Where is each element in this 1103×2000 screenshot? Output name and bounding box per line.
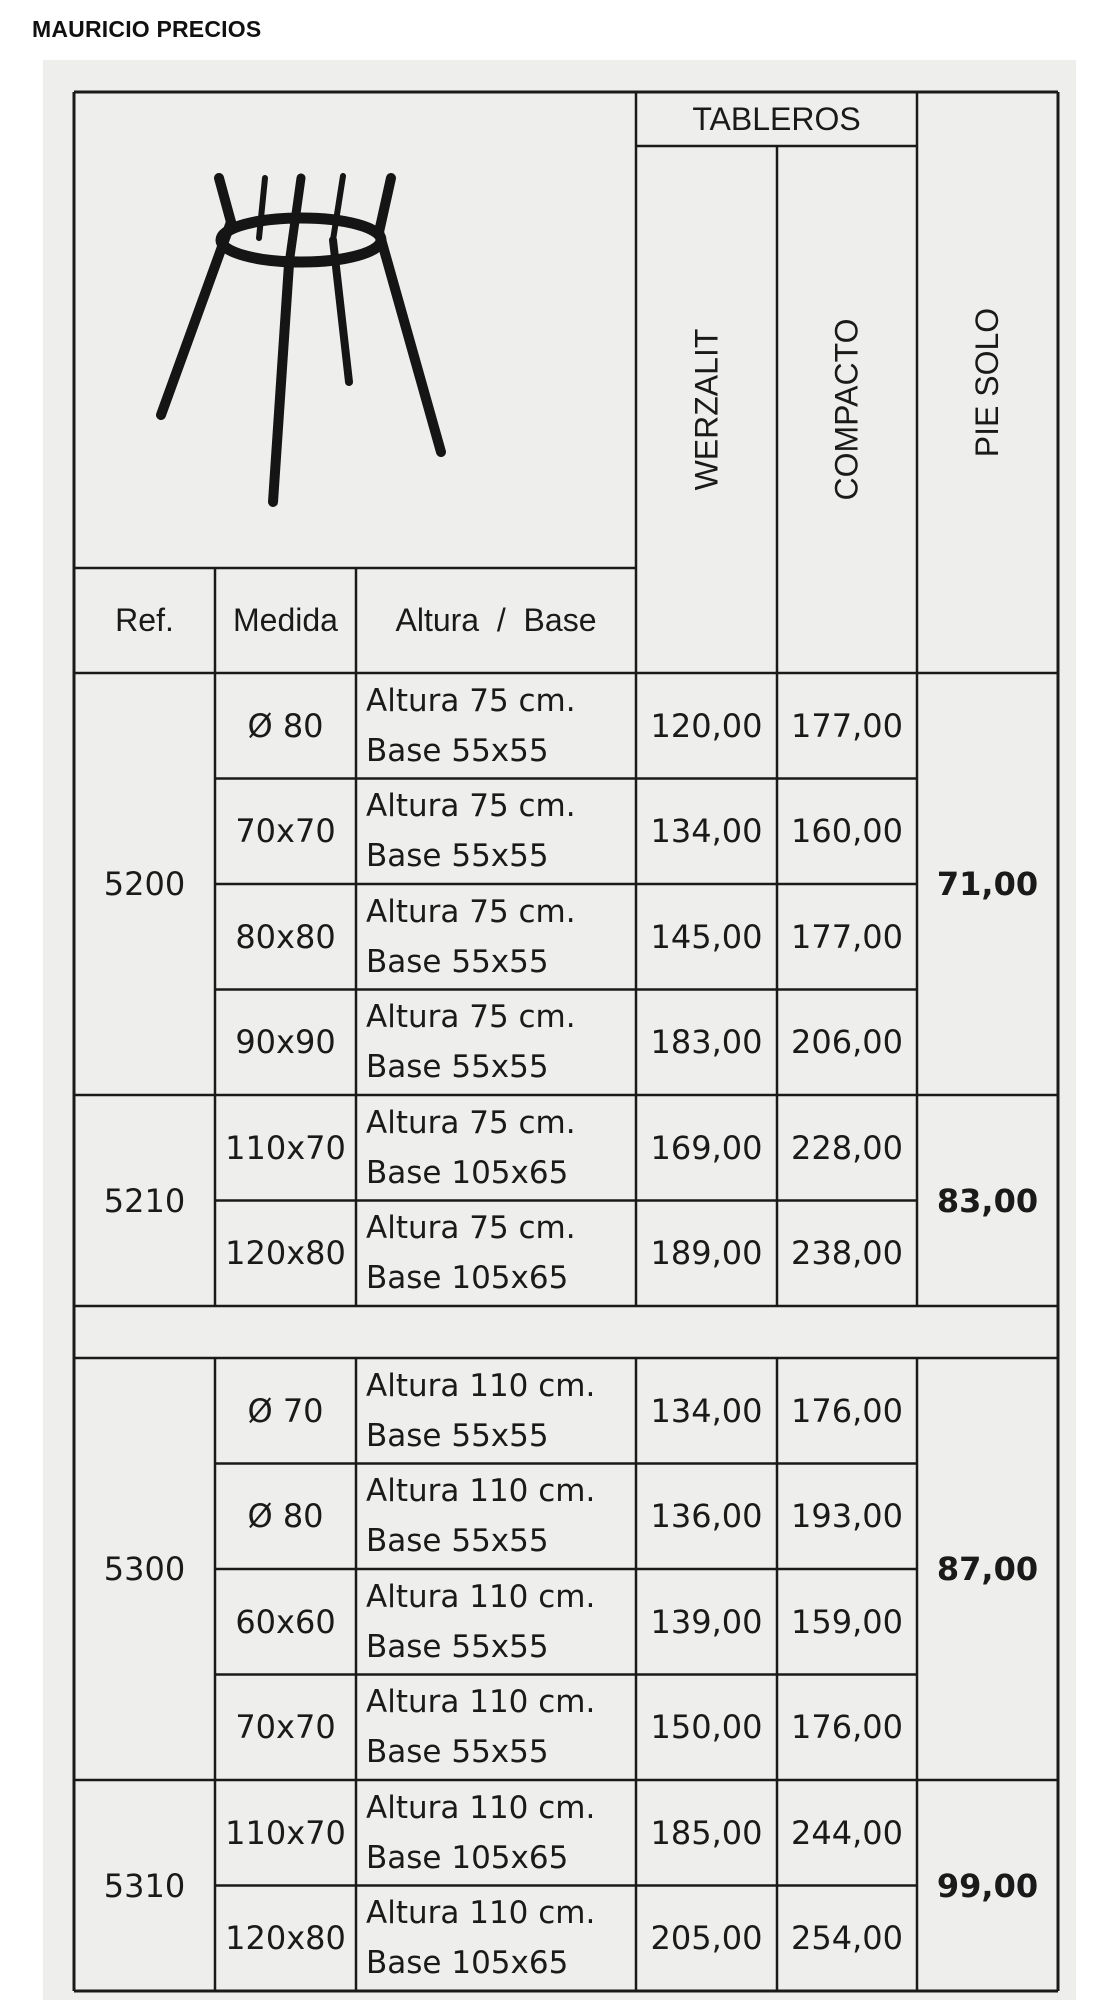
compacto-price: 238,00 [791,1234,903,1273]
pie-solo-price: 71,00 [936,865,1039,903]
medida-cell: 70x70 [235,812,336,851]
altura-base-cell [356,779,636,885]
base-text: Base 55x55 [366,1049,549,1086]
altura-text: Altura 75 cm. [366,999,576,1036]
medida-cell: 70x70 [235,1708,336,1747]
header-compacto-cell [777,146,917,673]
base-text: Base 55x55 [366,732,549,769]
altura-base-cell [356,884,636,990]
base-text: Base 105x65 [366,1260,569,1297]
compacto-price: 160,00 [791,812,903,851]
altura-text: Altura 110 cm. [366,1578,596,1615]
header-werzalit-cell [636,146,777,673]
page-title: MAURICIO PRECIOS [32,16,262,42]
altura-text: Altura 110 cm. [366,1473,596,1510]
altura-base-cell [356,1201,636,1307]
medida-cell: 120x80 [225,1234,346,1273]
altura-text: Altura 110 cm. [366,1895,596,1932]
pie-solo-price: 87,00 [936,1550,1039,1588]
medida-cell: Ø 80 [247,706,324,745]
altura-text: Altura 75 cm. [366,682,576,719]
medida-cell: Ø 80 [247,1497,324,1536]
header-altura-base: Altura / Base [395,602,597,638]
header-pie-solo: PIE SOLO [969,307,1006,458]
werzalit-price: 145,00 [650,917,763,956]
compacto-price: 176,00 [791,1708,903,1747]
altura-base-cell [356,1886,636,1992]
base-text: Base 55x55 [366,1417,549,1454]
compacto-price: 244,00 [791,1813,903,1852]
base-text: Base 55x55 [366,1734,549,1771]
base-text: Base 105x65 [366,1839,569,1876]
altura-base-cell [356,1780,636,1886]
header-medida: Medida [233,602,338,638]
werzalit-price: 185,00 [650,1813,763,1852]
table-base-icon [153,160,513,530]
compacto-price: 177,00 [791,917,903,956]
compacto-price: 228,00 [791,1128,903,1167]
base-text: Base 55x55 [366,838,549,875]
werzalit-price: 183,00 [650,1023,763,1062]
altura-base-cell [356,1569,636,1675]
altura-base-cell [356,673,636,779]
altura-base-cell [356,1464,636,1570]
werzalit-price: 205,00 [650,1919,763,1958]
werzalit-price: 134,00 [650,1391,763,1430]
compacto-price: 193,00 [791,1497,903,1536]
compacto-price: 206,00 [791,1023,903,1062]
werzalit-price: 169,00 [650,1128,763,1167]
medida-cell: 110x70 [225,1813,346,1852]
header-ref: Ref. [115,602,174,638]
werzalit-price: 120,00 [650,706,763,745]
altura-text: Altura 75 cm. [366,893,576,930]
base-text: Base 105x65 [366,1154,569,1191]
altura-base-cell [356,1095,636,1201]
pie-solo-price: 99,00 [936,1866,1039,1905]
werzalit-price: 189,00 [650,1234,763,1273]
header-werzalit: WERZALIT [688,328,724,491]
medida-cell: 110x70 [225,1128,346,1167]
compacto-price: 176,00 [791,1391,903,1430]
header-pie-solo-cell [917,92,1058,673]
price-sheet [43,60,1076,2000]
medida-cell: Ø 70 [247,1391,324,1430]
pie-solo-price: 83,00 [936,1181,1039,1220]
medida-cell: 120x80 [225,1919,346,1958]
altura-base-cell [356,1675,636,1781]
werzalit-price: 136,00 [650,1497,763,1536]
compacto-price: 159,00 [791,1602,903,1641]
ref-cell: 5200 [103,865,186,903]
ref-cell: 5300 [103,1550,186,1588]
werzalit-price: 134,00 [650,812,763,851]
altura-text: Altura 75 cm. [366,1210,576,1247]
compacto-price: 177,00 [791,706,903,745]
werzalit-price: 139,00 [650,1602,763,1641]
altura-text: Altura 110 cm. [366,1367,596,1404]
altura-text: Altura 75 cm. [366,1104,576,1141]
base-text: Base 55x55 [366,943,549,980]
header-tableros: TABLEROS [692,100,861,137]
altura-text: Altura 110 cm. [366,1789,596,1826]
altura-text: Altura 110 cm. [366,1684,596,1721]
base-text: Base 105x65 [366,1945,569,1982]
base-text: Base 55x55 [366,1628,549,1665]
altura-base-cell [356,990,636,1096]
medida-cell: 80x80 [235,917,336,956]
werzalit-price: 150,00 [650,1708,763,1747]
medida-cell: 90x90 [235,1023,336,1062]
base-text: Base 55x55 [366,1523,549,1560]
compacto-price: 254,00 [791,1919,903,1958]
altura-base-cell [356,1358,636,1464]
medida-cell: 60x60 [235,1602,336,1641]
ref-cell: 5310 [103,1866,186,1905]
altura-text: Altura 75 cm. [366,788,576,825]
header-compacto: COMPACTO [828,318,865,501]
ref-cell: 5210 [103,1181,186,1220]
